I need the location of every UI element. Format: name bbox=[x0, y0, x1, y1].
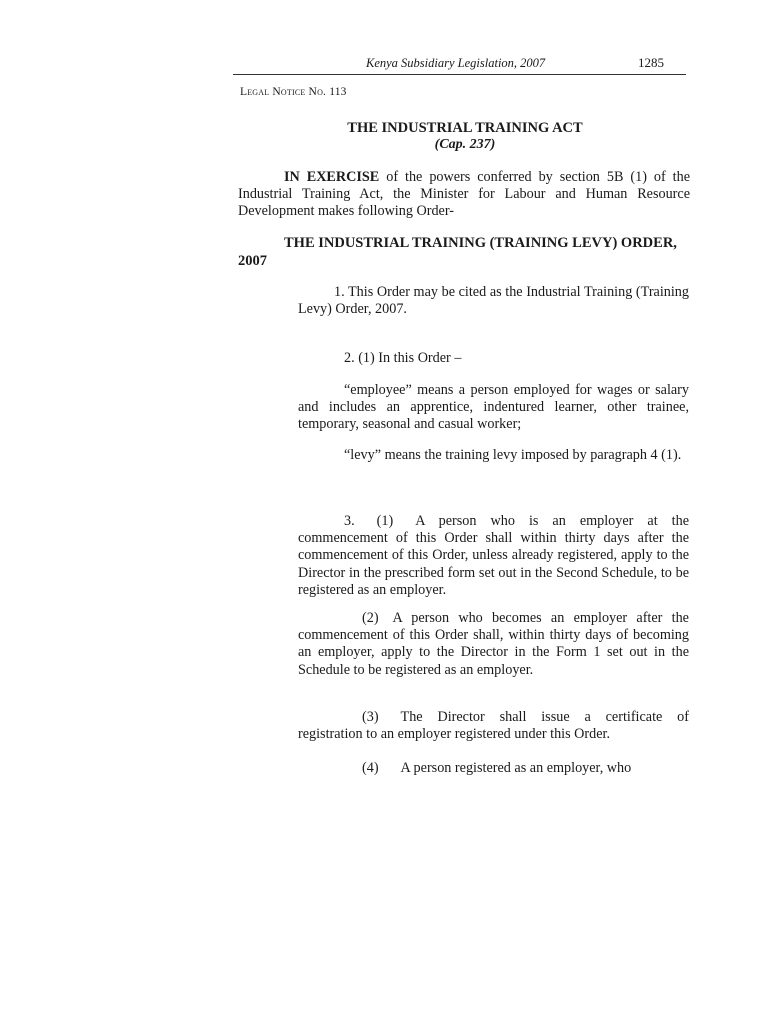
subparagraph-number: (1) bbox=[376, 513, 394, 529]
subparagraph-text: The Director shall issue a certificate of registration to an employer registered under this Order. bbox=[298, 709, 689, 743]
paragraph-1-citation: 1. This Order may be cited as the Industrial Training (Training Levy) Order, 2007. bbox=[298, 284, 689, 318]
legal-notice-number: Legal Notice No. 113 bbox=[240, 86, 347, 98]
paragraph-3-1 bbox=[298, 513, 689, 599]
page-number: 1285 bbox=[638, 55, 664, 70]
act-chapter: (Cap. 237) bbox=[434, 137, 496, 152]
enacting-lead: IN EXERCISE bbox=[284, 169, 380, 185]
paragraph-3-3 bbox=[298, 709, 689, 743]
paragraph-3-4 bbox=[298, 760, 689, 777]
running-header-title: Kenya Subsidiary Legislation, 2007 bbox=[366, 56, 546, 70]
enacting-text: of the powers conferred by section 5B (1) of the Industrial Training Act, the Minister for Labour and Human Resource Development makes following Order- bbox=[238, 169, 690, 220]
paragraph-3-number: 3. bbox=[344, 513, 355, 529]
definition-employee: “employee” means a person employed for wages or salary and includes an apprentice, indentured learner, other trainee, temporary, seasonal and casual worker; bbox=[298, 382, 689, 433]
act-title: THE INDUSTRIAL TRAINING ACT bbox=[347, 120, 583, 136]
subparagraph-number: (4) bbox=[362, 760, 379, 776]
subparagraph-text: A person who is an employer at the commencement of this Order shall within thirty days after the commencement of this Order, unless already registered, apply to the Director in the prescribed form set out in the Second Schedule, to be registered as an employer. bbox=[298, 513, 689, 598]
paragraph-2-interpretation: 2. (1) In this Order – bbox=[344, 350, 462, 366]
subparagraph-text: A person registered as an employer, who bbox=[400, 760, 632, 776]
subparagraph-number: (2) bbox=[362, 610, 379, 626]
order-title: THE INDUSTRIAL TRAINING (TRAINING LEVY) ORDER, 2007 bbox=[238, 235, 677, 269]
paragraph-3-2 bbox=[298, 610, 689, 679]
subparagraph-text: A person who becomes an employer after the commencement of this Order shall, within thirty days of becoming an employer, apply to the Director in the Form 1 set out in the Schedule to be registered as an employer. bbox=[298, 610, 689, 678]
subparagraph-number: (3) bbox=[362, 709, 379, 725]
enacting-paragraph bbox=[238, 169, 690, 221]
header-divider bbox=[233, 74, 686, 75]
definition-levy: “levy” means the training levy imposed by paragraph 4 (1). bbox=[344, 447, 682, 463]
